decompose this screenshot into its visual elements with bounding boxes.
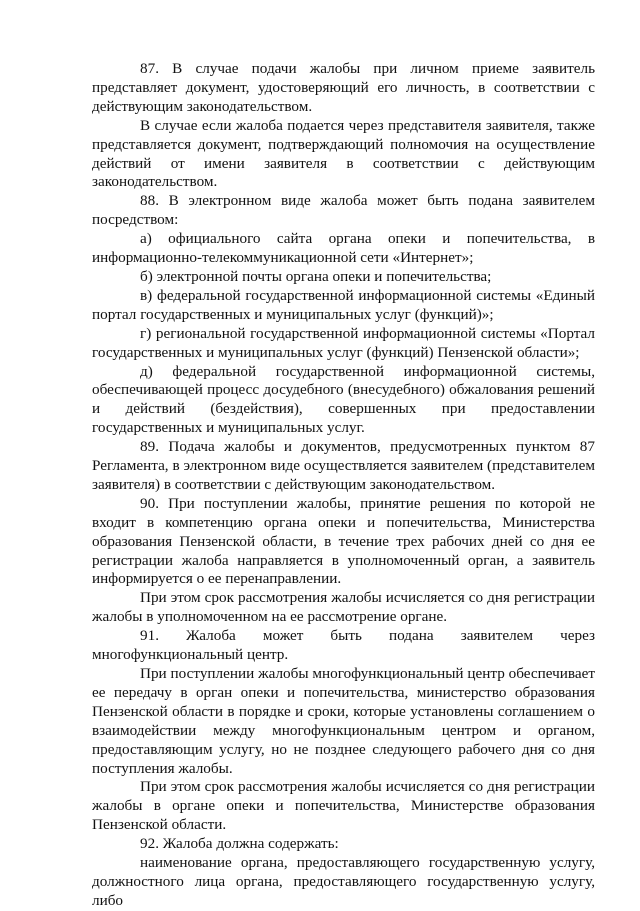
paragraph-92: 92. Жалоба должна содержать: (140, 835, 339, 853)
paragraph-88: 88. В электронном виде жалоба может быть подана заявителем посредством: (92, 192, 595, 229)
paragraph-87: 87. В случае подачи жалобы при личном приеме заявитель представляет документ, удостоверяющий его личность, в соответствии с действующим законодательством. (92, 60, 595, 115)
paragraph-92-content: наименование органа, предоставляющего государственную услугу, должностного лица органа, предоставляющего государственную услугу, либо (92, 854, 595, 909)
paragraph-90-term: При этом срок рассмотрения жалобы исчисляется со дня регистрации жалобы в уполномоченном на ее рассмотрение органе. (92, 589, 595, 626)
paragraph-88-g: г) региональной государственной информационной системы «Портал государственных и муниципальных услуг (функций) Пензенской области»; (92, 324, 595, 361)
paragraph-91: 91. Жалоба может быть подана заявителем через многофункциональный центр. (92, 627, 595, 664)
paragraph-91-mfc: При поступлении жалобы многофункциональный центр обеспечивает ее передачу в орган опеки и попечительства, министерство образования Пензенской области в порядке и сроки, которые установлены соглашением о взаимодействии между многофункциональным центром и органом, предоставляющим услугу, но не позднее следующего рабочего дня со дня поступления жалобы. (92, 665, 595, 777)
paragraph-88-b: б) электронной почты органа опеки и попечительства; (140, 267, 492, 285)
document-page (92, 60, 595, 911)
paragraph-89: 89. Подача жалобы и документов, предусмотренных пунктом 87 Регламента, в электронном виде осуществляется заявителем (представителем заявителя) в соответствии с действующим законодательством. (92, 438, 595, 493)
paragraph-90: 90. При поступлении жалобы, принятие решения по которой не входит в компетенцию органа опеки и попечительства, Министерства образования Пензенской области, в течение трех рабочих дней со дня ее регистрации жалоба направляется в уполномоченный орган, а заявитель информируется о ее перенаправлении. (92, 494, 595, 588)
paragraph-88-d: д) федеральной государственной информационной системы, обеспечивающей процесс досудебного (внесудебного) обжалования решений и действий (бездействия), совершенных при предоставлении государственных и муниципальных услуг. (92, 362, 595, 437)
paragraph-88-v: в) федеральной государственной информационной системы «Единый портал государственных и муниципальных услуг (функций)»; (92, 286, 595, 323)
paragraph-87-representative: В случае если жалоба подается через представителя заявителя, также представляется документ, подтверждающий полномочия на осуществление действий от имени заявителя в соответствии с действующим законодательством. (92, 116, 595, 191)
paragraph-88-a: а) официального сайта органа опеки и попечительства, в информационно-телекоммуникационной сети «Интернет»; (92, 230, 595, 267)
paragraph-91-term: При этом срок рассмотрения жалобы исчисляется со дня регистрации жалобы в органе опеки и попечительства, Министерстве образования Пензенской области. (92, 778, 595, 834)
